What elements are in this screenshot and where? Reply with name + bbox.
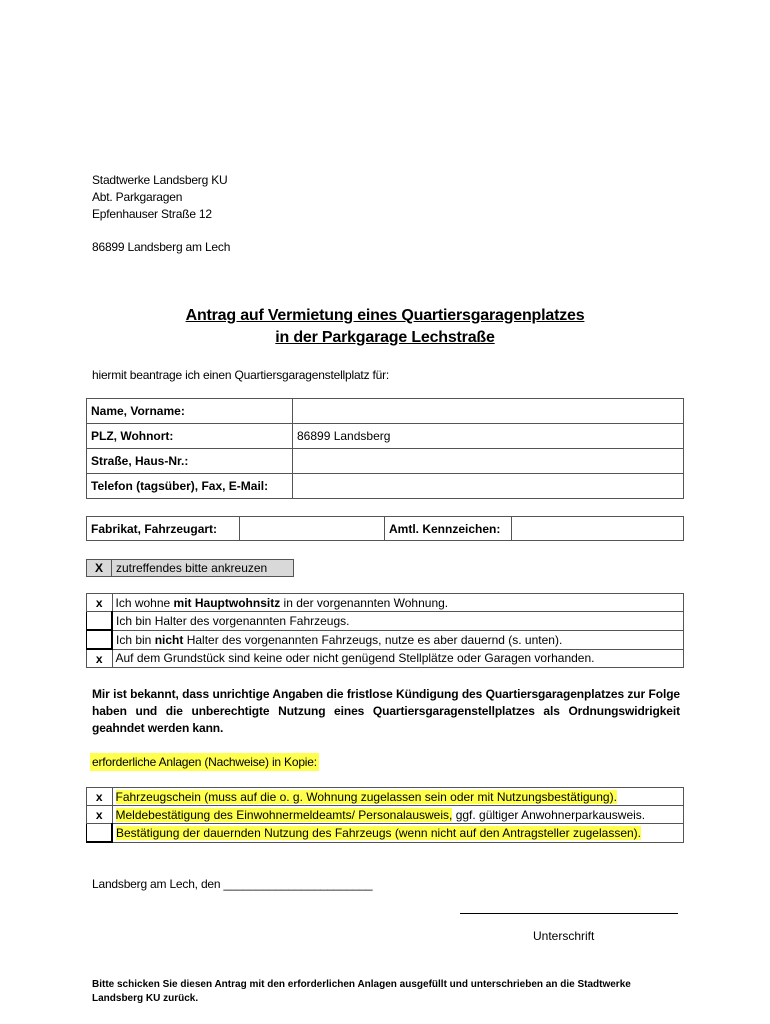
phone-label: Telefon (tagsüber), Fax, E-Mail:: [87, 474, 293, 499]
footer-instruction: Bitte schicken Sie diesen Antrag mit den erforderlichen Anlagen ausgefüllt und unterschrieben an die Stadtwerke Landsberg KU zurück.: [92, 979, 631, 1004]
address-line-4: 86899 Landsberg am Lech: [92, 240, 231, 254]
table-row: [87, 594, 684, 612]
plz-label: PLZ, Wohnort:: [87, 424, 293, 449]
intro-text: hiermit beantrage ich einen Quartiersgaragenstellplatz für:: [92, 368, 390, 382]
make-label: Fabrikat, Fahrzeugart:: [87, 517, 240, 541]
vehicle-table: [86, 516, 684, 541]
table-row: [87, 824, 684, 843]
checkbox-main-residence[interactable]: x: [87, 594, 113, 612]
table-row: [87, 399, 684, 424]
document-text: Meldebestätigung des Einwohnermeldeamts/ Personalausweis, ggf. gültiger Anwohnerparkausweis.: [112, 806, 684, 824]
personal-data-table: [86, 398, 684, 499]
legend-mark: X: [87, 560, 112, 577]
table-row: [87, 474, 684, 499]
table-row: [87, 517, 684, 541]
checkbox-table: [86, 593, 684, 668]
document-text: Fahrzeugschein (muss auf die o. g. Wohnung zugelassen sein oder mit Nutzungsbestätigung).: [112, 788, 684, 806]
plate-label: Amtl. Kennzeichen:: [385, 517, 512, 541]
checkbox-not-holder[interactable]: [87, 630, 113, 649]
address-line-3: Epfenhauser Straße 12: [92, 207, 212, 221]
checkbox-registration-certificate[interactable]: x: [87, 806, 113, 824]
plate-field[interactable]: [512, 517, 684, 541]
checkbox-vehicle-holder[interactable]: [87, 612, 113, 631]
table-row: [87, 806, 684, 824]
recipient-address: [92, 172, 230, 256]
document-title: [0, 305, 770, 349]
street-label: Straße, Haus-Nr.:: [87, 449, 293, 474]
place-date-line[interactable]: Landsberg am Lech, den _______________________: [92, 877, 373, 891]
signature-line[interactable]: [460, 913, 678, 914]
checkbox-usage-confirmation[interactable]: [87, 824, 113, 843]
check-text: Ich bin nicht Halter des vorgenannten Fahrzeugs, nutze es aber dauernd (s. unten).: [112, 630, 684, 649]
attachments-table: [86, 787, 684, 843]
check-text: Ich wohne mit Hauptwohnsitz in der vorgenannten Wohnung.: [112, 594, 684, 612]
make-field[interactable]: [240, 517, 385, 541]
title-line-1: Antrag auf Vermietung eines Quartiersgaragenplatzes: [185, 307, 585, 324]
check-text: Ich bin Halter des vorgenannten Fahrzeugs.: [112, 612, 684, 631]
attachments-heading: erforderliche Anlagen (Nachweise) in Kopie:: [92, 755, 317, 769]
table-row: [87, 424, 684, 449]
name-field[interactable]: [293, 399, 684, 424]
table-row: [87, 560, 294, 577]
checkbox-vehicle-registration[interactable]: x: [87, 788, 113, 806]
street-field[interactable]: [293, 449, 684, 474]
table-row: [87, 449, 684, 474]
check-text: Auf dem Grundstück sind keine oder nicht genügend Stellplätze oder Garagen vorhanden.: [112, 649, 684, 668]
plz-field[interactable]: 86899 Landsberg: [293, 424, 684, 449]
phone-field[interactable]: [293, 474, 684, 499]
signature-label: Unterschrift: [533, 929, 595, 943]
checkbox-no-parking[interactable]: x: [87, 649, 113, 668]
document-text: Bestätigung der dauernden Nutzung des Fahrzeugs (wenn nicht auf den Antragsteller zugelassen).: [112, 824, 684, 843]
address-line-1: Stadtwerke Landsberg KU: [92, 173, 228, 187]
table-row: [87, 649, 684, 668]
legal-notice: Mir ist bekannt, dass unrichtige Angaben die fristlose Kündigung des Quartiersgaragenplatzes zur Folge haben und die unberechtigte Nutzung eines Quartiersgaragenstellplatzes als Ordnungswidrigkeit geahndet werden kann.: [92, 687, 680, 735]
title-line-2: in der Parkgarage Lechstraße: [275, 329, 495, 346]
legend-text: zutreffendes bitte ankreuzen: [112, 560, 294, 577]
name-label: Name, Vorname:: [87, 399, 293, 424]
table-row: [87, 788, 684, 806]
address-line-2: Abt. Parkgaragen: [92, 190, 183, 204]
legend-table: [86, 559, 294, 577]
table-row: [87, 612, 684, 631]
table-row: [87, 630, 684, 649]
